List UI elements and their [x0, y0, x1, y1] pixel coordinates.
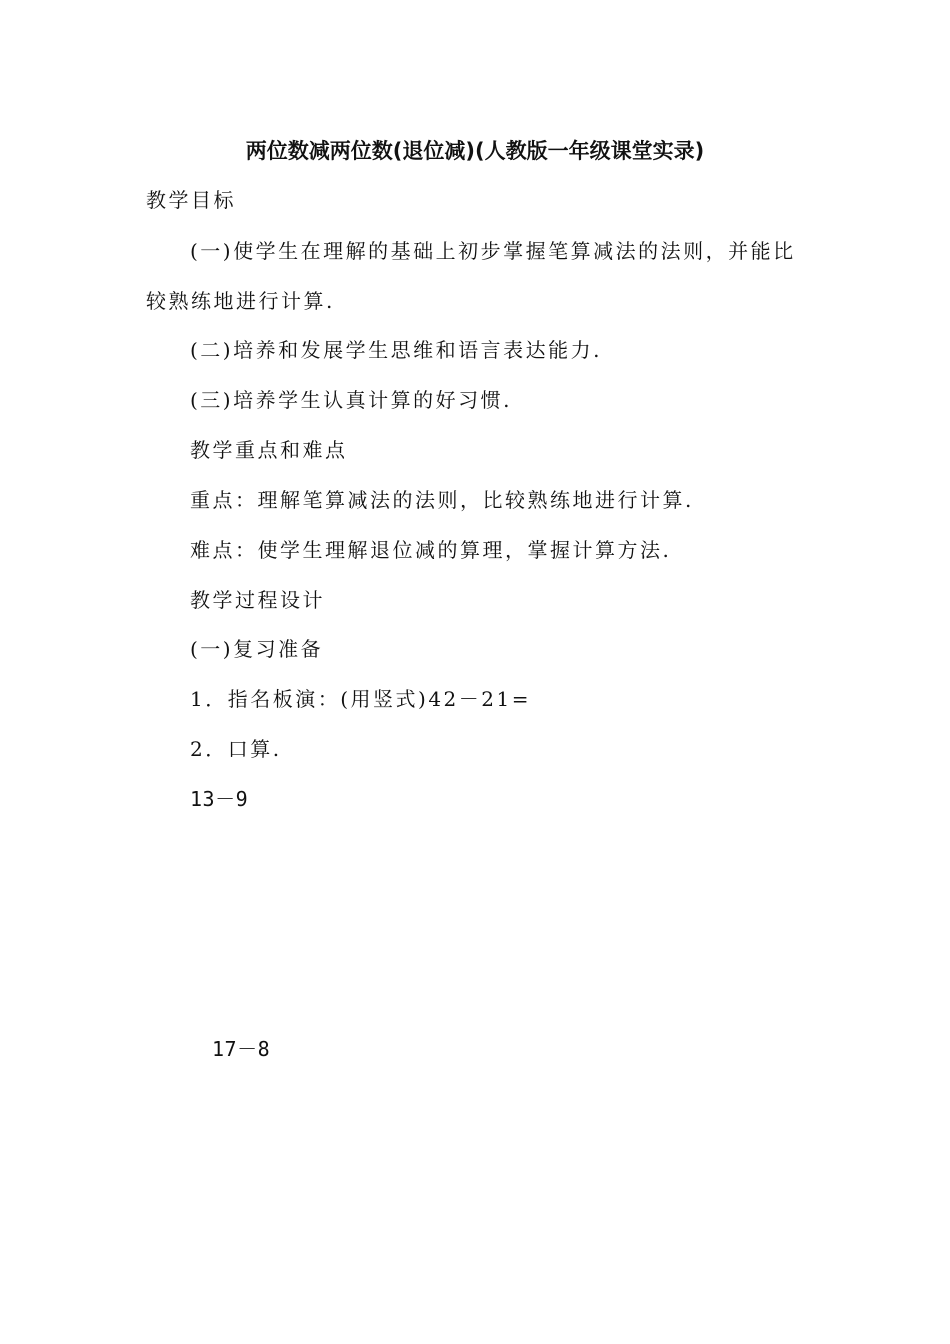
item-1: 1．指名板演：(用竖式)42－21= — [190, 687, 531, 711]
document-title: 两位数减两位数(退位减)(人教版一年级课堂实录) — [245, 139, 705, 163]
objective-2: (二)培养和发展学生思维和语言表达能力. — [190, 338, 602, 362]
objective-3: (三)培养学生认真计算的好习惯. — [190, 388, 512, 412]
key-point: 重点：理解笔算减法的法则，比较熟练地进行计算. — [190, 488, 694, 512]
objective-1-line-2: 较熟练地进行计算. — [146, 289, 335, 313]
section-heading-process: 教学过程设计 — [190, 588, 325, 612]
objective-1-line-1: (一)使学生在理解的基础上初步掌握笔算减法的法则，并能比 — [190, 239, 796, 263]
step-review: (一)复习准备 — [190, 637, 324, 661]
item-2: 2．口算. — [190, 737, 282, 761]
section-heading-key-points: 教学重点和难点 — [190, 438, 348, 462]
section-heading-objectives: 教学目标 — [146, 188, 236, 212]
difficult-point: 难点：使学生理解退位减的算理，掌握计算方法. — [190, 538, 672, 562]
calculation-1: 13－9 — [190, 787, 249, 811]
calculation-2: 17－8 — [212, 1037, 271, 1061]
